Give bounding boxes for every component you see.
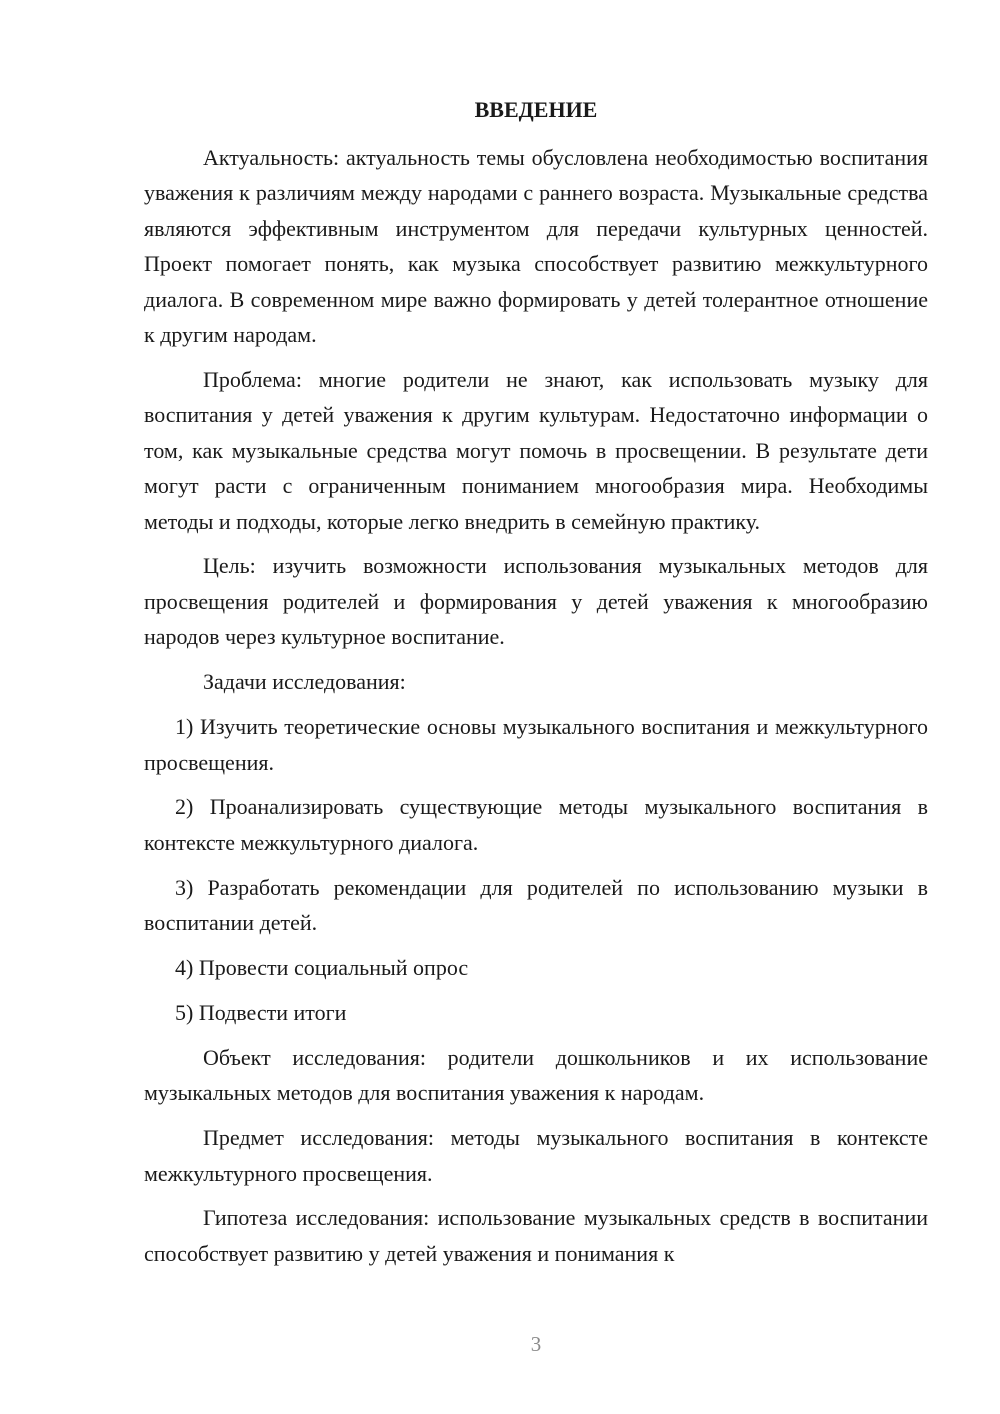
task-item: 2) Проанализировать существующие методы музыкального воспитания в контексте межкультурного диалога. <box>144 794 928 855</box>
task-item: 5) Подвести итоги <box>175 999 347 1025</box>
relevance-paragraph: Актуальность: актуальность темы обусловлена необходимостью воспитания уважения к различиям между народами с раннего возраста. Музыкальные средства являются эффективным инструментом для передачи культурных ценностей. Проект помогает понять, как музыка способствует развитию межкультурного диалога. В современном мире важно формировать у детей толерантное отношение к другим народам. <box>144 145 928 348</box>
section-title: ВВЕДЕНИЕ <box>474 97 598 122</box>
hypothesis-paragraph: Гипотеза исследования: использование музыкальных средств в воспитании способствует развитию у детей уважения и понимания к <box>144 1205 928 1266</box>
object-paragraph: Объект исследования: родители дошкольников и их использование музыкальных методов для воспитания уважения к народам. <box>144 1044 928 1106</box>
subject-paragraph: Предмет исследования: методы музыкального воспитания в контексте межкультурного просвещения. <box>144 1125 928 1186</box>
task-item: 3) Разработать рекомендации для родителей по использованию музыки в воспитании детей. <box>144 874 928 936</box>
document-page <box>144 92 928 1271</box>
problem-paragraph: Проблема: многие родители не знают, как использовать музыку для воспитания у детей уважения к другим культурам. Недостаточно информации о том, как музыкальные средства могут помочь в просвещении. В результате дети могут расти с ограниченным пониманием многообразия мира. Необходимы методы и подходы, которые легко внедрить в семейную практику. <box>144 366 928 534</box>
page-number: 3 <box>530 1332 542 1356</box>
task-item: 4) Провести социальный опрос <box>175 955 469 981</box>
goal-paragraph: Цель: изучить возможности использования музыкальных методов для просвещения родителей и формирования у детей уважения к многообразию народов через культурное воспитание. <box>144 553 928 650</box>
task-item: 1) Изучить теоретические основы музыкального воспитания и межкультурного просвещения. <box>144 714 928 775</box>
tasks-heading: Задачи исследования: <box>203 669 406 695</box>
